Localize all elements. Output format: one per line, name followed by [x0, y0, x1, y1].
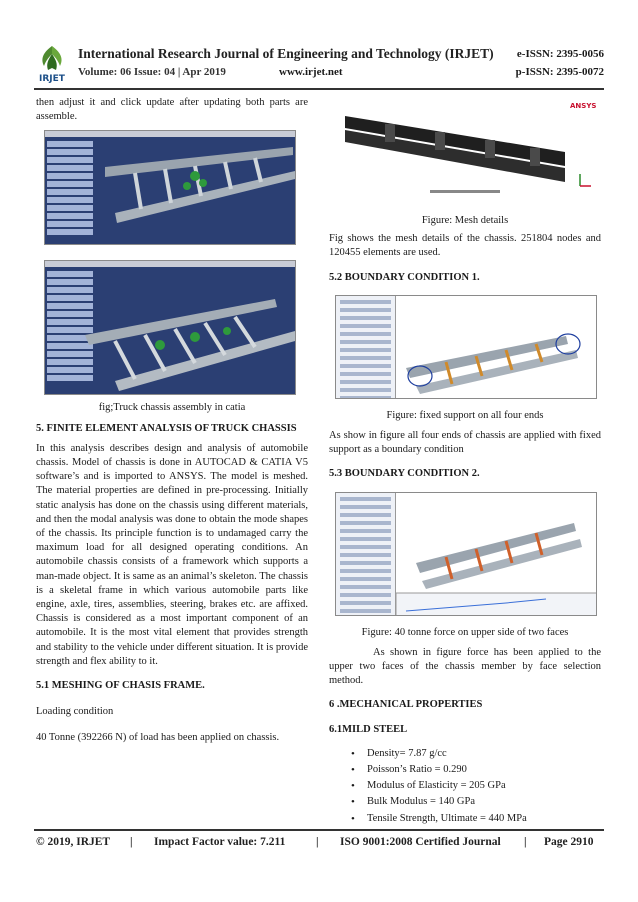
- page-header: [34, 44, 604, 88]
- fixed-support-figure: [335, 295, 597, 399]
- mild-steel-properties: [351, 747, 601, 826]
- journal-title: International Research Journal of Engineering and Technology (IRJET): [78, 46, 494, 61]
- svg-text:IRJET: IRJET: [39, 74, 65, 84]
- section-heading: 6.1MILD STEEL: [329, 723, 408, 735]
- mesh-model: [335, 96, 597, 204]
- copyright: © 2019, IRJET: [36, 836, 111, 848]
- section-body: In this analysis describes design and analysis of automobile chassis. Model of chassis is done in AUTOCAD & CATIA V5 software’s and is imported to ANSYS. The model is meshed. The material properties are defined in pre-processing. Initially static analysis has done on the chassis using different materials, and then the modal analysis was done to obtain the mode shapes of the chassis. Its principle function is to undamaged carry the maximum load for all designed operating conditions. An automobile chassis consists of a framework which supports a man-made object. It is same as an animal’s skeleton. The chassis is a skeletal frame in which various automobile parts like engine, axle, tires, assemblies, steering, brakes etc. are affixed. Chassis is considered as a most important component of an automobile. It is the most vital element that provides strength and stability to the vehicle under different situation. It is provide strength and flex ability to it.: [36, 442, 308, 667]
- header-divider: [34, 88, 604, 90]
- force-figure: [335, 492, 597, 616]
- force-description: As shown in figure force has been applied to the upper two faces of the chassis member by face selection method.: [329, 646, 601, 687]
- figure-caption: Figure: Mesh details: [421, 215, 509, 226]
- section-heading: 5.3 BOUNDARY CONDITION 2.: [329, 468, 480, 480]
- page-number: Page 2910: [544, 836, 594, 848]
- list-item: • Modulus of Elasticity = 205 GPa: [351, 779, 601, 793]
- e-issn: e-ISSN: 2395-0056: [516, 48, 604, 60]
- section-heading: 5. FINITE ELEMENT ANALYSIS OF TRUCK CHASSIS: [36, 422, 297, 434]
- page-footer: © 2019, IRJET | Impact Factor value: 7.211 | ISO 9001:2008 Certified Journal | Page 2910: [36, 836, 594, 848]
- catia-assembly-figure-1: [44, 130, 296, 245]
- iso-certification: ISO 9001:2008 Certified Journal: [340, 836, 501, 848]
- loading-condition-label: Loading condition: [36, 706, 114, 718]
- impact-factor: Impact Factor value: 7.211: [154, 836, 286, 848]
- fixed-support-model: [336, 296, 597, 399]
- catia-assembly-figure-2: [44, 260, 296, 395]
- figure-caption: Figure: 40 tonne force on upper side of two faces: [361, 626, 569, 638]
- mesh-figure: [335, 96, 597, 204]
- list-item: • Poisson’s Ratio = 0.290: [351, 763, 601, 777]
- website-link[interactable]: www.irjet.net: [279, 66, 343, 78]
- right-column: [329, 96, 601, 828]
- mesh-description: Fig shows the mesh details of the chassis. 251804 nodes and 120455 elements are used.: [329, 233, 601, 259]
- figure-caption: Figure: fixed support on all four ends: [386, 409, 544, 421]
- p-issn: p-ISSN: 2395-0072: [515, 66, 604, 78]
- figure-caption: fig;Truck chassis assembly in catia: [98, 402, 246, 414]
- section-heading: 5.2 BOUNDARY CONDITION 1.: [329, 271, 480, 283]
- chassis-model-1: [45, 131, 296, 245]
- intro-text: then adjust it and click update after updating both parts are assemble.: [36, 97, 308, 123]
- list-item: • Bulk Modulus = 140 GPa: [351, 795, 601, 809]
- footer-divider: [34, 829, 604, 831]
- section-heading: 6 .MECHANICAL PROPERTIES: [329, 699, 483, 711]
- chassis-model-2: [45, 261, 296, 395]
- force-model: [336, 493, 597, 616]
- list-item: • Density= 7.87 g/cc: [351, 747, 601, 761]
- irjet-logo: [34, 44, 70, 84]
- svg-text:ANSYS: ANSYS: [570, 102, 597, 110]
- section-heading: 5.1 MESHING OF CHASIS FRAME.: [36, 680, 205, 692]
- load-description: 40 Tonne (392266 N) of load has been applied on chassis.: [36, 732, 280, 744]
- fixed-description: As show in figure all four ends of chassis are applied with fixed support as a boundary condition: [329, 430, 601, 456]
- volume-issue: Volume: 06 Issue: 04 | Apr 2019: [78, 66, 226, 78]
- left-column: [36, 96, 308, 746]
- list-item: • Tensile Strength, Ultimate = 440 MPa: [351, 812, 601, 826]
